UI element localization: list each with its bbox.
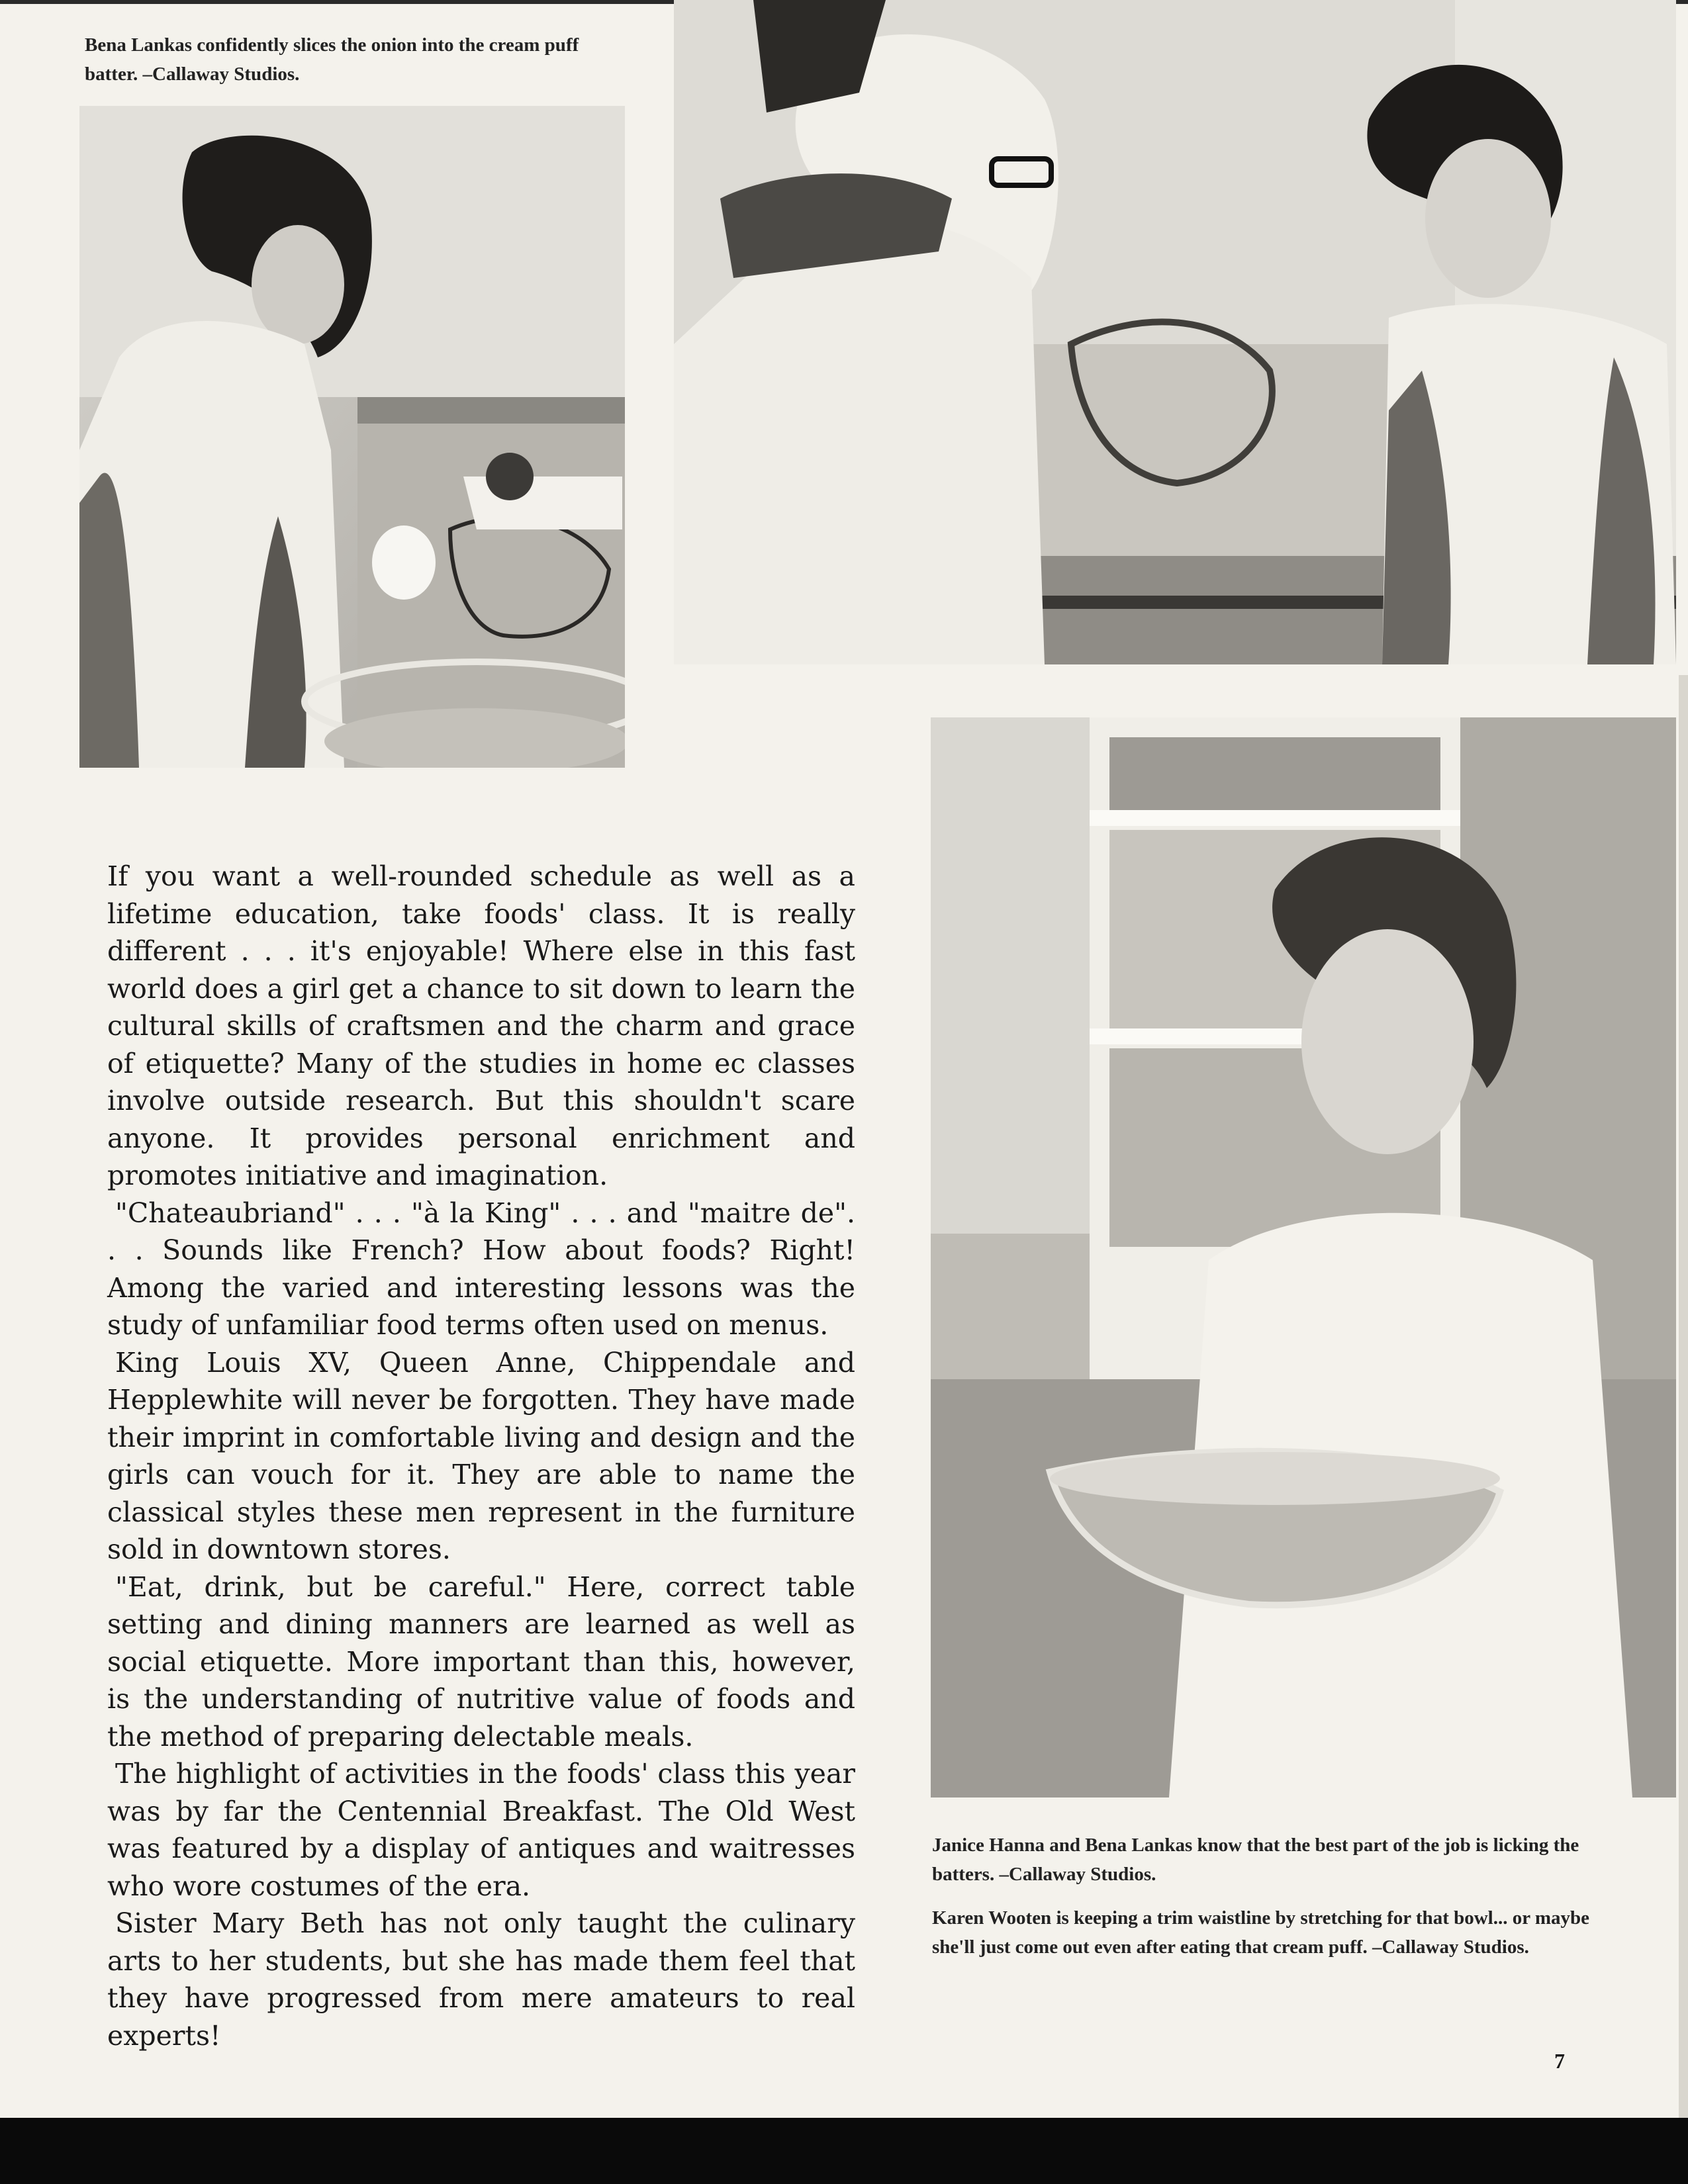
photo-caption-right-1: Janice Hanna and Bena Lankas know that the best part of the job is licking the batters. –Callaway Studios.: [932, 1835, 1579, 1885]
scan-edge-right: [1679, 675, 1688, 2138]
photo-students-licking-batters: [674, 0, 1676, 664]
scan-edge-bottom: [0, 2118, 1688, 2184]
article-paragraph: Sister Mary Beth has not only taught the culinary arts to her students, but she has made them feel that they have progressed from mere amateurs to real experts!: [107, 1907, 855, 2052]
photo-student-with-bowl: [931, 717, 1676, 1797]
article-paragraph: If you want a well-rounded schedule as well as a lifetime education, take foods' class. It is really different . . . it's enjoyable! Where else in this fast world does a girl get a chance to sit down to learn the cultural skills of craftsmen and the charm and grace of etiquette? Many of the studies in home ec classes involve outside research. But this shouldn't scare anyone. It provides personal enrichment and promotes initiative and imagination.: [107, 860, 855, 1191]
page-number: 7: [1554, 2049, 1565, 2073]
photo-student-slicing-onion: [79, 106, 625, 768]
photo-caption-right-2: Karen Wooten is keeping a trim waistline by stretching for that bowl... or maybe she'll just come out even after eating that cream puff. –Callaway Studios.: [932, 1907, 1589, 1958]
article-paragraph: The highlight of activities in the foods' class this year was by far the Centennial Breakfast. The Old West was featured by a display of antiques and waitresses who wore costumes of the era.: [107, 1758, 855, 1902]
article-body: [107, 858, 855, 2054]
article-paragraph: "Eat, drink, but be careful." Here, correct table setting and dining manners are learned as well as social etiquette. More important than this, however, is the understanding of nutritive value of foods and the method of preparing delectable meals.: [107, 1570, 855, 1752]
photo-caption-top-left: Bena Lankas confidently slices the onion into the cream puff batter. –Callaway Studios.: [85, 34, 579, 85]
article-paragraph: King Louis XV, Queen Anne, Chippendale and Hepplewhite will never be forgotten. They have made their imprint in comfortable living and design and the girls can vouch for it. They are able to name the classical styles these men represent in the furniture sold in downtown stores.: [107, 1346, 855, 1565]
article-paragraph: "Chateaubriand" . . . "à la King" . . . and "maitre de". . . Sounds like French? How about foods? Right! Among the varied and interesting lessons was the study of unfamiliar food terms often used on menus.: [107, 1197, 855, 1341]
